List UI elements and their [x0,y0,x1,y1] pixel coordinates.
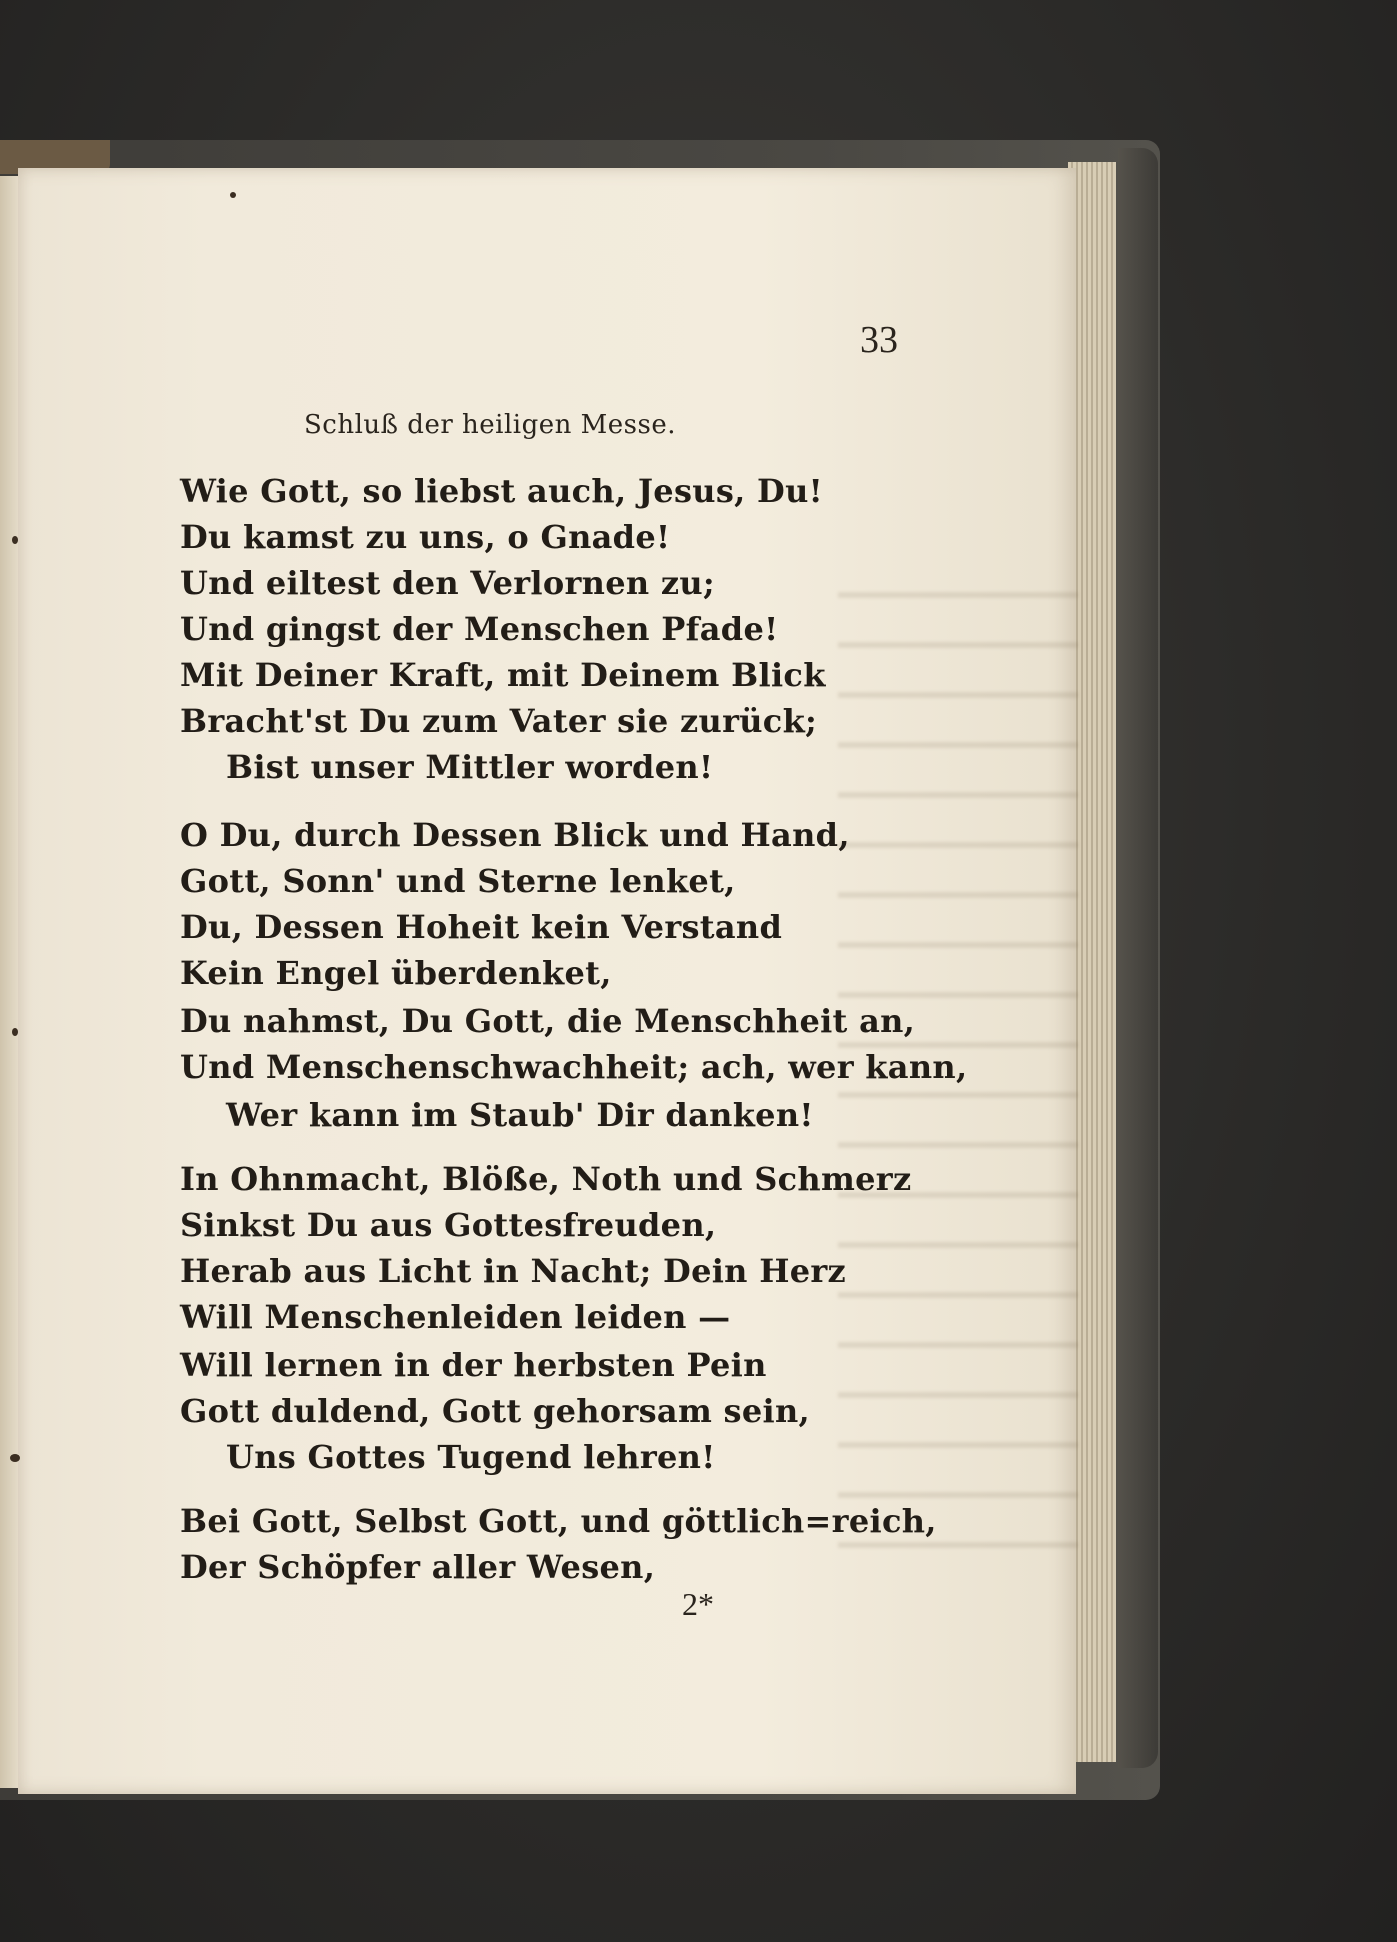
page-number: 33 [860,319,898,361]
verse-line: Gott duldend, Gott gehorsam sein, [180,1392,810,1430]
verse-line: Will lernen in der herbsten Pein [180,1346,767,1384]
verse-line: Mit Deiner Kraft, mit Deinem Blick [180,656,826,694]
verse-line: Du kamst zu uns, o Gnade! [180,518,671,556]
verse-line: Uns Gottes Tugend lehren! [226,1438,716,1476]
verse-line: O Du, durch Dessen Blick und Hand, [180,816,850,854]
verse-line: Kein Engel überdenket, [180,954,612,992]
verse-line: Bracht'st Du zum Vater sie zurück; [180,702,818,740]
previous-page-edge [0,176,18,1788]
verse-line: Wie Gott, so liebst auch, Jesus, Du! [180,472,824,510]
verse-line: Und Menschenschwachheit; ach, wer kann, [180,1048,968,1086]
running-header: Schluß der heiligen Messe. [304,410,676,440]
page-blemish [12,536,18,544]
cover-edge [1118,148,1158,1768]
verse-line: Bist unser Mittler worden! [226,748,714,786]
verse-line: Du, Dessen Hoheit kein Verstand [180,908,783,946]
verse-line: Sinkst Du aus Gottesfreuden, [180,1206,717,1244]
verse-line: Wer kann im Staub' Dir danken! [226,1096,814,1134]
verse-line: Der Schöpfer aller Wesen, [180,1548,656,1586]
page-blemish [12,1028,18,1036]
verse-line: Bei Gott, Selbst Gott, und göttlich=reich, [180,1502,937,1540]
verse-line: In Ohnmacht, Blöße, Noth und Schmerz [180,1160,912,1198]
verse-line: Gott, Sonn' und Sterne lenket, [180,862,736,900]
verse-line: Will Menschenleiden leiden — [180,1298,731,1336]
signature-mark: 2* [682,1586,714,1622]
page-blemish [10,1454,20,1462]
verse-line: Und gingst der Menschen Pfade! [180,610,779,648]
verse-line: Du nahmst, Du Gott, die Menschheit an, [180,1002,916,1040]
page-blemish [230,192,236,198]
verse-line: Herab aus Licht in Nacht; Dein Herz [180,1252,847,1290]
verse-line: Und eiltest den Verlornen zu; [180,564,716,602]
